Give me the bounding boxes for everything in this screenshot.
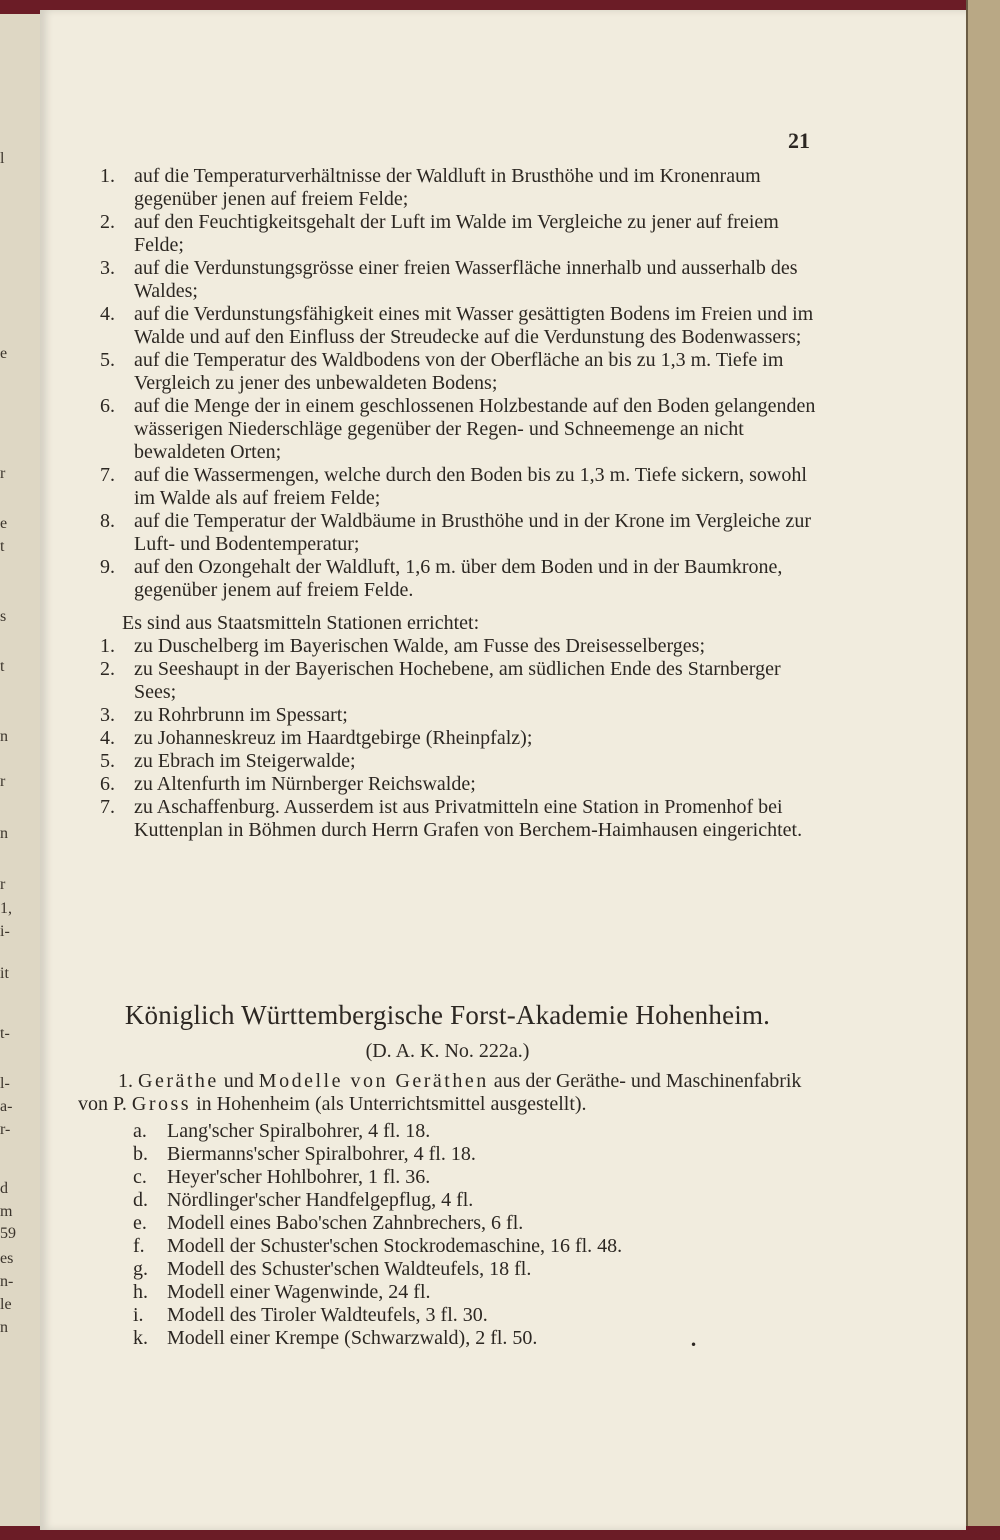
- item-text: Modell des Schuster'schen Waldteufels, 18 fl.: [167, 1258, 532, 1280]
- intro-number: 1.: [118, 1070, 133, 1092]
- item-text: zu Johanneskreuz im Haardtgebirge (Rheinpfalz);: [134, 727, 533, 749]
- margin-fragment: 1,: [0, 900, 12, 917]
- margin-fragment: n: [0, 825, 8, 842]
- item-text: auf die Verdunstungsgrösse einer freien Wasserfläche innerhalb und ausserhalb des Waldes;: [134, 257, 798, 302]
- item-number: 3.: [100, 257, 115, 279]
- intro-text: aus der Geräthe- und Maschinenfabrik von P.: [78, 1070, 802, 1115]
- list-item: [100, 773, 820, 796]
- margin-fragment: 59: [0, 1225, 16, 1242]
- exhibit-intro: [78, 1070, 820, 1116]
- intro-spaced-phrase: Modelle von Geräthen: [258, 1070, 489, 1092]
- item-text: zu Ebrach im Steigerwalde;: [134, 750, 356, 772]
- section-heading: Königlich Württembergische Forst-Akademie Hohenheim.: [124, 1000, 771, 1030]
- item-text: Biermanns'scher Spiralbohrer, 4 fl. 18.: [167, 1143, 476, 1165]
- item-text: auf den Feuchtigkeitsgehalt der Luft im Walde im Vergleiche zu jener auf freiem Felde;: [134, 211, 779, 256]
- item-text: Heyer'scher Hohlbohrer, 1 fl. 36.: [167, 1166, 431, 1188]
- margin-fragment: r: [0, 773, 6, 790]
- item-number: 4.: [100, 727, 115, 749]
- item-text: auf die Temperaturverhältnisse der Waldluft in Brusthöhe und im Kronenraum gegenüber jenen auf freiem Felde;: [134, 165, 761, 210]
- item-text: zu Altenfurth im Nürnberger Reichswalde;: [134, 773, 476, 795]
- list-item: [100, 704, 820, 727]
- list-item: [100, 464, 820, 510]
- margin-fragment: s: [0, 608, 7, 625]
- list-item: [133, 1258, 820, 1281]
- list-item: [133, 1143, 820, 1166]
- list-item: [133, 1212, 820, 1235]
- item-number: 1.: [100, 165, 115, 187]
- intro-text: in Hohenheim (als Unterrichtsmittel ausgestellt).: [196, 1093, 587, 1115]
- ink-dot-mark: •: [690, 1338, 698, 1352]
- margin-fragment: i-: [0, 923, 10, 940]
- item-text: auf die Wassermengen, welche durch den Boden bis zu 1,3 m. Tiefe sickern, sowohl im Walde als auf freiem Felde;: [134, 464, 807, 509]
- item-number: 2.: [100, 211, 115, 233]
- margin-fragment: n: [0, 728, 8, 745]
- item-text: auf die Temperatur der Waldbäume in Brusthöhe und in der Krone im Vergleiche zur Luft- und Bodentemperatur;: [134, 510, 811, 555]
- margin-fragment: t: [0, 538, 5, 555]
- item-number: 3.: [100, 704, 115, 726]
- item-text: Modell einer Krempe (Schwarzwald), 2 fl. 50.: [167, 1327, 538, 1349]
- item-number: 9.: [100, 556, 115, 578]
- item-number: 6.: [100, 773, 115, 795]
- item-text: auf den Ozongehalt der Waldluft, 1,6 m. über dem Boden und in der Baumkrone, gegenüber jenem auf freiem Felde.: [134, 556, 783, 601]
- list-item: [133, 1189, 820, 1212]
- item-number: 8.: [100, 510, 115, 532]
- previous-page-edge: [0, 0, 40, 1540]
- item-letter: d.: [133, 1189, 148, 1211]
- margin-fragment: n-: [0, 1273, 14, 1290]
- list-item: [100, 303, 820, 349]
- list-item: [133, 1304, 820, 1327]
- item-text: auf die Verdunstungsfähigkeit eines mit Wasser gesättigten Bodens im Freien und im Walde und auf den Einfluss der Streudecke auf die Verdunstung des Bodenwassers;: [134, 303, 814, 348]
- item-letter: i.: [133, 1304, 144, 1326]
- item-text: Modell einer Wagenwinde, 24 fl.: [167, 1281, 431, 1303]
- margin-fragment: e: [0, 515, 8, 532]
- item-text: zu Duschelberg im Bayerischen Walde, am Fusse des Dreisesselberges;: [134, 635, 706, 657]
- item-number: 6.: [100, 395, 115, 417]
- item-letter: a.: [133, 1120, 147, 1142]
- item-number: 1.: [100, 635, 115, 657]
- list-item: [100, 635, 820, 658]
- list-item: [100, 211, 820, 257]
- margin-fragment: t: [0, 658, 5, 675]
- item-text: zu Aschaffenburg. Ausserdem ist aus Privatmitteln eine Station in Promenhof bei Kuttenplan in Böhmen durch Herrn Grafen von Berchem-Haimhausen eingerichtet.: [134, 796, 803, 841]
- list-item: [100, 727, 820, 750]
- item-letter: e.: [133, 1212, 147, 1234]
- manufacturer-name: Gross: [131, 1093, 192, 1115]
- page-number: 21: [788, 128, 810, 153]
- list-item: [100, 510, 820, 556]
- measurement-list-block: [100, 165, 820, 842]
- list-item: [100, 556, 820, 602]
- item-letter: h.: [133, 1281, 148, 1303]
- item-text: zu Rohrbrunn im Spessart;: [134, 704, 348, 726]
- margin-fragment: d: [0, 1180, 8, 1197]
- list-item: [133, 1166, 820, 1189]
- stations-intro: Es sind aus Staatsmitteln Stationen errichtet:: [122, 612, 480, 634]
- stations-list: [100, 635, 820, 842]
- item-number: 4.: [100, 303, 115, 325]
- list-item: [100, 165, 820, 211]
- item-number: 2.: [100, 658, 115, 680]
- margin-fragment: r: [0, 465, 6, 482]
- item-text: Modell der Schuster'schen Stockrodemaschine, 16 fl. 48.: [167, 1235, 623, 1257]
- list-item: [100, 796, 820, 842]
- list-item: [100, 395, 820, 464]
- margin-fragment: le: [0, 1296, 12, 1313]
- margin-fragment: n: [0, 1319, 8, 1336]
- list-item: [100, 750, 820, 773]
- item-number: 5.: [100, 750, 115, 772]
- margin-fragment: t-: [0, 1025, 10, 1042]
- list-item: [100, 658, 820, 704]
- item-text: Lang'scher Spiralbohrer, 4 fl. 18.: [167, 1120, 431, 1142]
- intro-text: und: [223, 1070, 254, 1092]
- item-number: 5.: [100, 349, 115, 371]
- item-text: Modell des Tiroler Waldteufels, 3 fl. 30.: [167, 1304, 488, 1326]
- item-text: zu Seeshaupt in der Bayerischen Hochebene, am südlichen Ende des Starnberger Sees;: [134, 658, 781, 703]
- section-reference: (D. A. K. No. 222a.): [365, 1040, 530, 1062]
- item-number: 7.: [100, 796, 115, 818]
- item-number: 7.: [100, 464, 115, 486]
- margin-fragment: r-: [0, 1121, 11, 1138]
- list-item: [133, 1120, 820, 1143]
- item-letter: c.: [133, 1166, 147, 1188]
- item-text: auf die Menge der in einem geschlossenen Holzbestande auf den Boden gelangenden wässerigen Niederschläge gegenüber der Regen- und Schneemenge an nicht bewaldeten Orten;: [134, 395, 816, 463]
- section-body: [78, 1070, 820, 1350]
- list-item: [133, 1235, 820, 1258]
- item-letter: b.: [133, 1143, 148, 1165]
- margin-fragment: l: [0, 150, 5, 167]
- margin-fragment: r: [0, 876, 6, 893]
- item-letter: k.: [133, 1327, 148, 1349]
- margin-fragment: a-: [0, 1098, 13, 1115]
- margin-fragment: l-: [0, 1075, 10, 1092]
- margin-fragment: m: [0, 1203, 13, 1220]
- list-item: [133, 1327, 820, 1350]
- item-text: Nördlinger'scher Handfelgepflug, 4 fl.: [167, 1189, 474, 1211]
- item-text: Modell eines Babo'schen Zahnbrechers, 6 fl.: [167, 1212, 524, 1234]
- exhibit-list: [78, 1120, 820, 1350]
- item-letter: f.: [133, 1235, 145, 1257]
- measurement-list: [100, 165, 820, 602]
- margin-fragment: it: [0, 965, 9, 982]
- list-item: [100, 257, 820, 303]
- list-item: [133, 1281, 820, 1304]
- margin-fragment: e: [0, 345, 8, 362]
- page-block-edge: [966, 0, 1000, 1540]
- list-item: [100, 349, 820, 395]
- intro-spaced-word: Geräthe: [138, 1070, 219, 1092]
- item-letter: g.: [133, 1258, 148, 1280]
- item-text: auf die Temperatur des Waldbodens von der Oberfläche an bis zu 1,3 m. Tiefe im Vergleich zu jener des unbewaldeten Bodens;: [134, 349, 784, 394]
- margin-fragment: es: [0, 1250, 14, 1267]
